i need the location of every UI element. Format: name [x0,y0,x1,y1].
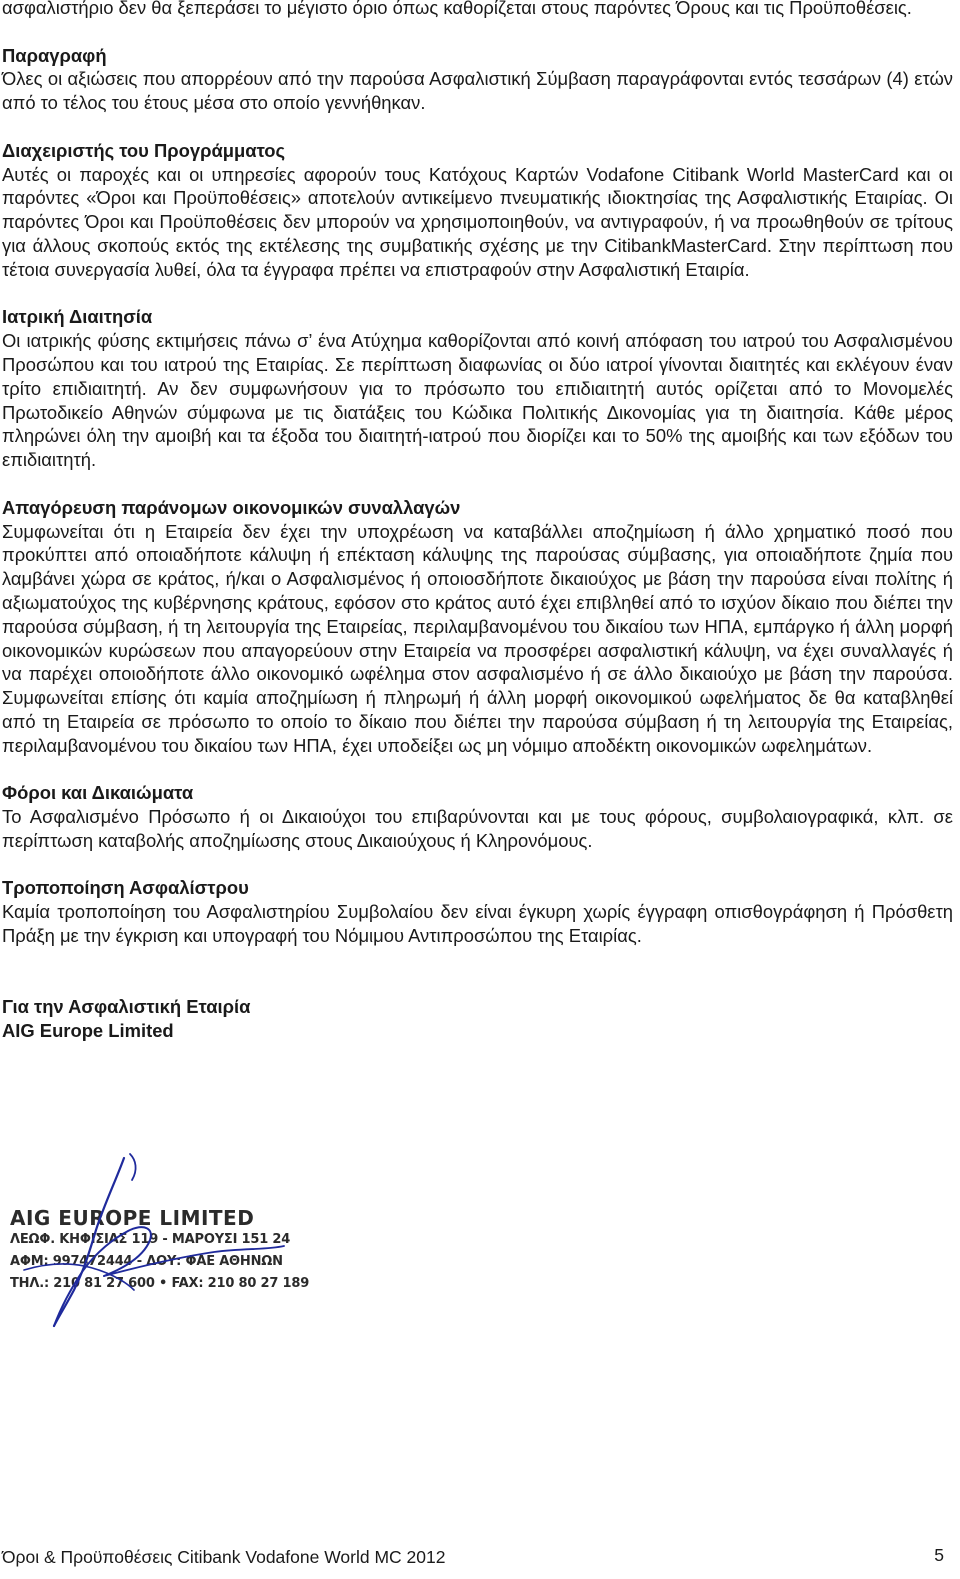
handwritten-signature-icon [4,1150,304,1340]
section-heading: Παραγραφή [2,44,107,66]
section-body: Όλες οι αξιώσεις που απορρέουν από την παρούσα Ασφαλιστική Σύμβαση παραγράφονται εντός τεσσάρων (4) ετών από το τέλος του έτους μέσα στο οποίο γεννήθηκαν. [2,68,953,114]
section-body: Οι ιατρικής φύσης εκτιμήσεις πάνω σ’ ένα Ατύχημα καθορίζονται από κοινή απόφαση του ιατρού του Ασφαλισμένου Προσώπου και του ιατρού της Εταιρίας. Σε περίπτωση διαφωνίας οι δύο ιατροί γίνονται διαιτητές και εκλέγουν έναν τρίτο επιδιαιτητή. Αν δεν συμφωνήσουν για το πρόσωπο του επιδιαιτητή αυτός ορίζεται από το Μονομελές Πρωτοδικείο Αθηνών σύμφωνα με τις διατάξεις του Κώδικα Πολιτικής Δικονομίας για τη διαιτησία. Κάθε μέρος πληρώνει όλη την αμοιβή και τα έξοδα του διαιτητή-ιατρού που διορίζει και το 50% της αμοιβής και των εξόδων του επιδιαιτητή. [2,330,953,471]
signature-company-name: AIG Europe Limited [2,1020,174,1042]
signature-for-company: Για την Ασφαλιστική Εταιρία [2,996,251,1018]
stamp-tax-id: ΑΦΜ: 997472444 - ΔΟΥ: ΦΑΕ ΑΘΗΝΩΝ [10,1254,283,1269]
stamp-title: AIG EUROPE LIMITED [10,1206,255,1230]
section-program-administrator [2,139,953,282]
signature-block [2,995,953,1043]
stamp-address: ΛΕΩΦ. ΚΗΦΙΣΙΑΣ 119 - ΜΑΡΟΥΣΙ 151 24 [10,1232,291,1247]
section-prescription [2,44,953,115]
page-number: 5 [934,1545,944,1565]
footer-title: Όροι & Προϋποθέσεις Citibank Vodafone World MC 2012 [2,1547,446,1567]
section-heading: Απαγόρευση παράνομων οικονομικών συναλλαγών [2,496,461,518]
section-body: Καμία τροποποίηση του Ασφαλιστηρίου Συμβολαίου δεν είναι έγκυρη χωρίς έγγραφη οπισθογράφηση ή Πρόσθετη Πράξη με την έγκριση και υπογραφή του Νόμιμου Αντιπροσώπου της Εταιρίας. [2,901,953,947]
stamp-phone-fax: ΤΗΛ.: 210 81 27 600 • FAX: 210 80 27 189 [10,1276,310,1291]
section-sanctions [2,496,953,758]
section-heading: Ιατρική Διαιτησία [2,306,153,328]
intro-paragraph: ασφαλιστήριο δεν θα ξεπεράσει το μέγιστο όριο όπως καθορίζεται στους παρόντες Όρους και τις Προϋποθέσεις. [2,0,912,18]
section-heading: Φόροι και Δικαιώματα [2,782,194,804]
section-heading: Διαχειριστής του Προγράμματος [2,139,286,161]
company-stamp [4,1150,310,1340]
section-premium-amendment [2,876,953,947]
section-body: Συμφωνείται ότι η Εταιρεία δεν έχει την υποχρέωση να καταβάλλει αποζημίωση ή άλλο χρηματικό ποσό που προκύπτει από οποιαδήποτε κάλυψη ή επέκταση κάλυψης της παρούσας σύμβασης, για οποιαδήποτε ζημία που λαμβάνει χώρα σε κράτος, ή/και ο Ασφαλισμένος ή οποιοσδήποτε δικαιούχος με βάση την παρούσα είναι πολίτης ή αξιωματούχος της κυβέρνησης κράτους, εφόσον στο κράτος αυτό έχει επιβληθεί από το ισχύον δίκαιο που διέπει την παρούσα σύμβαση, ή τη λειτουργία της Εταιρείας, περιλαμβανομένου του δικαίου των ΗΠΑ, εμπάργκο ή άλλη μορφή οικονομικών κυρώσεων που απαγορεύουν στην Εταιρεία να προσφέρει ασφαλιστική κάλυψη, να έχει συναλλαγές ή να παρέχει οποιοδήποτε άλλο οικονομικό ωφέλημα στον ασφαλισμένο ή σε άλλο δικαιούχο με βάση την παρούσα. Συμφωνείται επίσης ότι καμία αποζημίωση ή πληρωμή ή άλλη μορφή οικονομικού ωφελήματος δε θα καταβληθεί από τη Εταιρεία σε πρόσωπο το οποίο το δίκαιο που διέπει την παρούσα σύμβαση ή τη λειτουργία της Εταιρείας, περιλαμβανομένου του δικαίου των ΗΠΑ, έχει υποδείξει ως μη νόμιμο αποδέκτη οικονομικών ωφελημάτων. [2,520,953,756]
document-page [2,0,953,1043]
section-body: Αυτές οι παροχές και οι υπηρεσίες αφορούν τους Κατόχους Καρτών Vodafone Citibank World MasterCard και οι παρόντες «Όροι και Προϋποθέσεις» αποτελούν αντικείμενο πνευματικής ιδιοκτησίας της Ασφαλιστικής Εταιρίας. Οι παρόντες Όροι και Προϋποθέσεις δεν μπορούν να χρησιμοποιηθούν, να αντιγραφούν, ή να προωθηθούν σε τρίτους για άλλους σκοπούς εκτός της εκτέλεσης της συμβατικής σχέσης με την CitibankMasterCard. Στην περίπτωση που τέτοια συνεργασία λυθεί, όλα τα έγγραφα πρέπει να επιστραφούν στην Ασφαλιστική Εταιρία. [2,163,953,280]
section-heading: Τροποποίηση Ασφαλίστρου [2,877,249,899]
section-taxes [2,781,953,852]
section-body: Το Ασφαλισμένο Πρόσωπο ή οι Δικαιούχοι του επιβαρύνονται και με τους φόρους, συμβολαιογραφικά, κλπ. σε περίπτωση καταβολής αποζημίωσης στους Δικαιούχους ή Κληρονόμους. [2,806,953,851]
section-medical-arbitration [2,305,953,472]
